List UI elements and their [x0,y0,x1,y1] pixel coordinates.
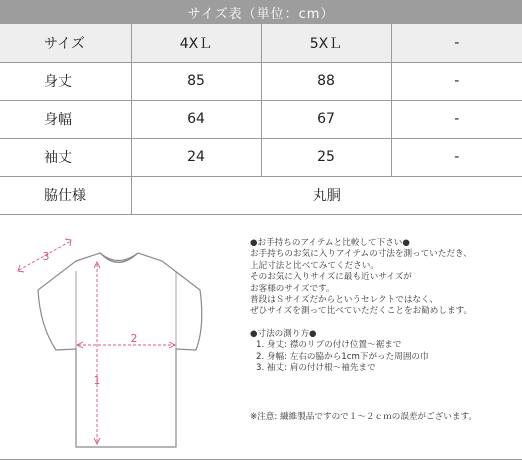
row-label-sleeve: 袖丈 [0,138,131,176]
cell-value: 88 [261,62,391,100]
tshirt-diagram [0,214,240,460]
label-3: 3 [42,250,50,263]
cell-value: 64 [131,100,261,138]
cell-value: - [391,100,522,138]
size-notes [250,238,518,374]
row-label-width: 身幅 [0,100,131,138]
notes-line: ぜひサイズを測って比べていただくことをお勧めします。 [250,306,473,317]
measurement-section [0,214,522,460]
header-4xl: 4XＬ [131,24,261,62]
row-label-length: 身丈 [0,62,131,100]
cell-value: 85 [131,62,261,100]
label-1: 1 [93,374,101,387]
measure-line: 3. 袖丈: 肩の付け根〜袖先まで [256,363,376,374]
table-row [0,100,522,138]
label-2: 2 [130,332,138,345]
row-label-side: 脇仕様 [0,176,131,214]
cell-value: - [391,62,522,100]
measure-line: 2. 身幅: 左右の脇から1cm下がった周囲の巾 [256,351,429,362]
header-5xl: 5XＬ [261,24,391,62]
cell-value-side: 丸胴 [131,176,522,214]
notes-line: 上記寸法と比べてみてください。 [250,260,379,271]
cell-value: 24 [131,138,261,176]
cell-value: 25 [261,138,391,176]
table-header-row [0,24,522,62]
cell-value: 67 [261,100,391,138]
table-row [0,176,522,214]
size-table [0,24,522,215]
notes-line: お手持ちのお気に入りアイテムの寸法を測っていただき、 [250,249,472,260]
measure-heading: ●寸法の測り方● [250,328,317,339]
cell-value: - [391,138,522,176]
tshirt-outline [38,253,202,447]
notes-line: そのお気に入りサイズに最も近いサイズが [250,272,412,283]
measure-line: 1. 身丈: 襟のリブの付け位置〜裾まで [256,340,402,351]
table-row [0,62,522,100]
header-size: サイズ [0,24,131,62]
notes-line: お客様のサイズです。 [250,283,335,294]
header-empty: - [391,24,522,62]
notes-heading: ●お手持ちのアイテムと比較して下さい● [250,238,410,248]
notes-line: 普段はＳサイズだからというセレクトではなく、 [250,295,439,306]
caution-note: ※注意: 繊維製品ですので１〜２ｃｍの誤差がございます。 [250,412,477,422]
table-row [0,138,522,176]
size-chart-title: サイズ表（単位：cm） [0,0,522,24]
